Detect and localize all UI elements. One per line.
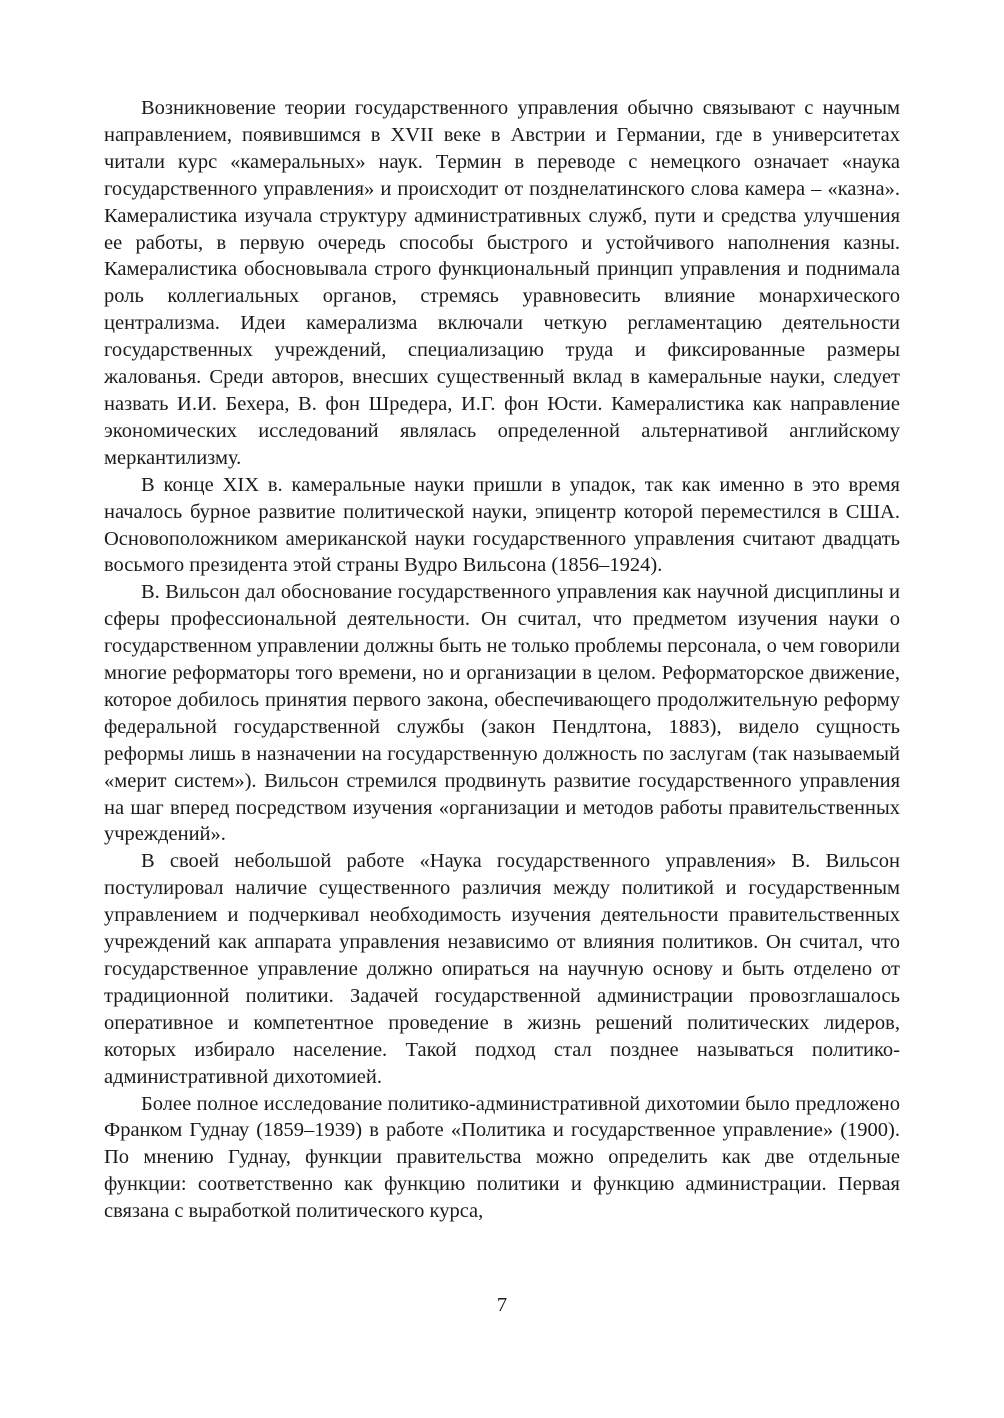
paragraph-cameralism: Возникновение теории государственного управления обычно связывают с научным направлением, появившимся в XVII веке в Австрии и Германии, где в университетах читали курс «камеральных» наук. Термин в переводе с немецкого означает «наука государственного управления» и происходит от позднелатинского слова камера – «казна». Камералистика изучала структуру административных служб, пути и средства улучшения ее работы, в первую очередь способы быстрого и устойчивого наполнения казны. Камералистика обосновывала строго функциональный принцип управления и поднимала роль коллегиальных органов, стремясь уравновесить влияние монархического централизма. Идеи камерализма включали четкую регламентацию деятельности государственных учреждений, специализацию труда и фиксированные размеры жалованья. Среди авторов, внесших существенный вклад в камеральные науки, следует назвать И.И. Бехера, В. фон Шредера, И.Г. фон Юсти. Камералистика как направление экономических исследований являлась определенной альтернативой английскому меркантилизму.	[104, 97, 900, 469]
paragraph-wilson-discipline: В. Вильсон дал обоснование государственного управления как научной дисциплины и сферы профессиональной деятельности. Он считал, что предметом изучения науки о государственном управлении должны быть не только проблемы персонала, о чем говорили многие реформаторы того времени, но и организации в целом. Реформаторское движение, которое добилось принятия первого закона, обеспечивающего продолжительную реформу федеральной государственной службы (закон Пендлтона, 1883), видело сущность реформы лишь в назначении на государственную должность по заслугам (так называемый «мерит систем»). Вильсон стремился продвинуть развитие государственного управления на шаг вперед посредством изучения «организации и методов работы правительственных учреждений».	[104, 581, 900, 846]
paragraph-decline: В конце XIX в. камеральные науки пришли в упадок, так как именно в это время началось бурное развитие политической науки, эпицентр которой переместился в США. Основоположником американской науки государственного управления считают двадцать восьмого президента этой страны Вудро Вильсона (1856–1924).	[104, 473, 900, 577]
paragraph-goodnow: Более полное исследование политико-административной дихотомии было предложено Франком Гуднау (1859–1939) в работе «Политика и государственное управление» (1900). По мнению Гуднау, функции правительства можно определить как две отдельные функции: соответственно как функцию политики и функцию администрации. Первая связана с выработкой политического курса,	[104, 1092, 900, 1223]
page-number: 7	[496, 1294, 508, 1316]
body-text	[104, 95, 900, 1225]
paragraph-wilson-work: В своей небольшой работе «Наука государственного управления» В. Вильсон постулировал наличие существенного различия между политикой и государственным управлением и подчеркивал необходимость изучения деятельности правительственных учреждений как аппарата управления независимо от влияния политиков. Он считал, что государственное управление должно опираться на научную основу и быть отделено от традиционной политики. Задачей государственной администрации провозглашалось оперативное и компетентное проведение в жизнь решений политических лидеров, которых избирало население. Такой подход стал позднее называться политико-административной дихотомией.	[104, 850, 900, 1088]
